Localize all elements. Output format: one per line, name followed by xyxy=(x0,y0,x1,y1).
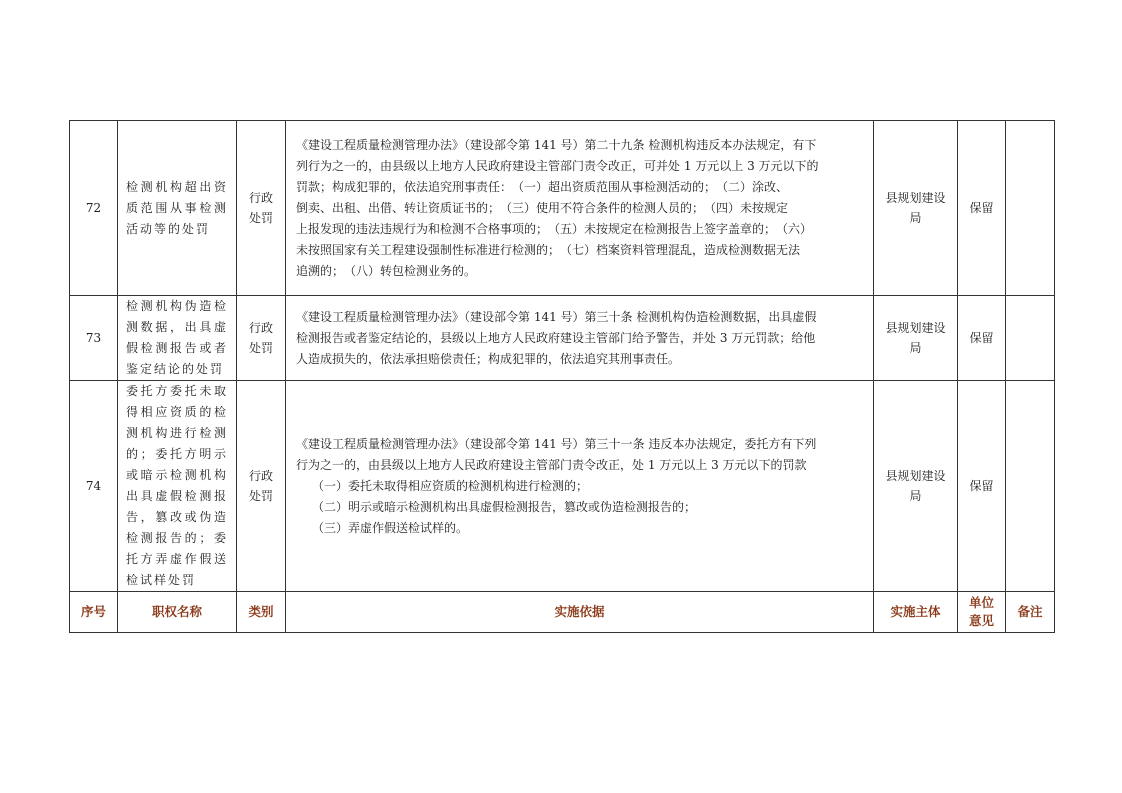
implementing-body: 县规划建设 局 xyxy=(874,121,958,296)
authority-table xyxy=(69,120,1055,633)
row-number: 72 xyxy=(70,121,118,296)
table-row xyxy=(70,121,1055,296)
header-no: 序号 xyxy=(70,592,118,633)
category: 行政 处罚 xyxy=(237,121,286,296)
remark xyxy=(1006,296,1055,381)
authority-name: 检测机构伪造检测数据，出具虚假检测报告或者鉴定结论的处罚 xyxy=(118,296,237,381)
table-header-row xyxy=(70,592,1055,633)
header-opinion: 单位 意见 xyxy=(958,592,1006,633)
basis-item: （一）委托未取得相应资质的检测机构进行检测的； xyxy=(312,478,589,493)
implementing-body: 县规划建设 局 xyxy=(874,381,958,592)
authority-name: 检测机构超出资质范围从事检测活动等的处罚 xyxy=(118,121,237,296)
category: 行政 处罚 xyxy=(237,296,286,381)
implementation-basis: 《建设工程质量检测管理办法》（建设部令第 141 号）第二十九条 检测机构违反本办法规定，有下 列行为之一的，由县级以上地方人民政府建设主管部门责令改正，可并处 1 万元以上 3 万元以下的 罚款；构成犯罪的，依法追究刑事责任： （一）超出资质范围从事检测活动的； （二）涂改、 倒卖、出租、出借、转让资质证书的； （三）使用不符合条件的检测人员的； （四）未按规定 上报发现的违法违规行为和检测不合格事项的； （五）未按规定在检测报告上签字盖章的； （六） 未按照国家有关工程建设强制性标准进行检测的； （七）档案资料管理混乱，造成检测数据无法 追溯的； （八）转包检测业务的。 xyxy=(286,121,874,296)
row-number: 74 xyxy=(70,381,118,592)
category: 行政 处罚 xyxy=(237,381,286,592)
row-number: 73 xyxy=(70,296,118,381)
remark xyxy=(1006,381,1055,592)
unit-opinion: 保留 xyxy=(958,296,1006,381)
implementation-basis: 《建设工程质量检测管理办法》（建设部令第 141 号）第三十一条 违反本办法规定，委托方有下列 行为之一的，由县级以上地方人民政府建设主管部门责令改正，处 1 万元以上 3 万元以下的罚款 （一）委托未取得相应资质的检测机构进行检测的； （二）明示或暗示检测机构出具虚假检测报告，篡改或伪造检测报告的； （三）弄虚作假送检试样的。 xyxy=(286,381,874,592)
implementation-basis: 《建设工程质量检测管理办法》（建设部令第 141 号）第三十条 检测机构伪造检测数据，出具虚假 检测报告或者鉴定结论的，县级以上地方人民政府建设主管部门给予警告，并处 3 万元罚款；给他 人造成损失的，依法承担赔偿责任；构成犯罪的，依法追究其刑事责任。 xyxy=(286,296,874,381)
unit-opinion: 保留 xyxy=(958,121,1006,296)
header-name: 职权名称 xyxy=(118,592,237,633)
header-org: 实施主体 xyxy=(874,592,958,633)
basis-item: （三）弄虚作假送检试样的。 xyxy=(312,520,469,535)
remark xyxy=(1006,121,1055,296)
basis-item: （二）明示或暗示检测机构出具虚假检测报告，篡改或伪造检测报告的； xyxy=(312,499,697,514)
header-type: 类别 xyxy=(237,592,286,633)
unit-opinion: 保留 xyxy=(958,381,1006,592)
header-remark: 备注 xyxy=(1006,592,1055,633)
header-basis: 实施依据 xyxy=(286,592,874,633)
authority-name: 委托方委托未取得相应资质的检测机构进行检测的；委托方明示或暗示检测机构出具虚假检测报告，篡改或伪造检测报告的；委托方弄虚作假送检试样处罚 xyxy=(118,381,237,592)
implementing-body: 县规划建设 局 xyxy=(874,296,958,381)
table-row xyxy=(70,296,1055,381)
basis-item-list xyxy=(296,476,863,539)
table-row xyxy=(70,381,1055,592)
